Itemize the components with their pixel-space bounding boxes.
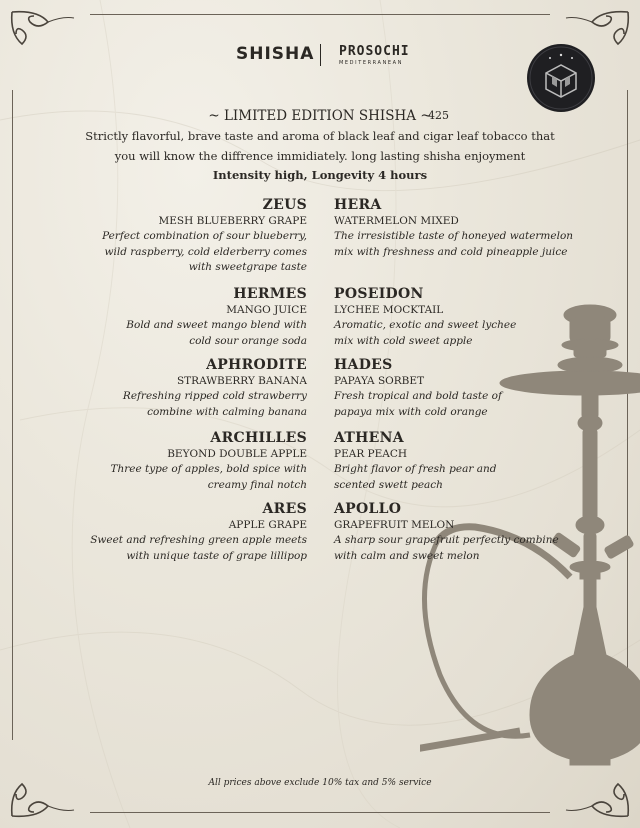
menu-price: 425 [428,109,449,122]
item-desc-line: combine with calming banana [147,405,307,418]
item-name: ARES [262,501,307,517]
item-desc-line: Three type of apples, bold spice with [110,463,307,475]
intensity-note: Intensity high, Longevity 4 hours [212,168,428,182]
brand-logo-icon [526,43,596,113]
menu-item-aphrodite [57,357,307,420]
item-desc-line: Perfect combination of sour blueberry, [102,230,307,242]
menu-item-athena [334,430,584,493]
intro-line-1: Strictly flavorful, brave taste and aroma of black leaf and cigar leaf tobacco that [85,129,555,143]
item-flavor: WATERMELON MIXED [334,215,459,227]
item-desc-line: scented swett peach [334,478,443,491]
item-flavor: LYCHEE MOCKTAIL [334,304,444,316]
price-footnote: All prices above exclude 10% tax and 5% service [208,778,432,788]
menu-item-poseidon [334,286,584,349]
item-desc-line: Bold and sweet mango blend with [126,319,307,331]
item-flavor: GRAPEFRUIT MELON [334,519,455,531]
menu-item-zeus [57,197,307,276]
menu-title: ~ LIMITED EDITION SHISHA ~ [208,108,432,124]
item-desc-line: mix with cold sweet apple [334,334,473,347]
item-flavor: PAPAYA SORBET [334,375,425,387]
brand-prosochi-subtitle: MEDITERRANEAN [339,60,404,66]
corner-ornament-top-left [8,8,78,58]
item-desc-line: The irresistible taste of honeyed watermelon [334,230,574,242]
item-desc-line: Aromatic, exotic and sweet lychee [334,319,517,331]
item-flavor: STRAWBERRY BANANA [176,375,307,387]
menu-item-apollo [334,501,594,564]
item-desc-line: wild raspberry, cold elderberry comes [104,245,307,258]
menu-item-ares [57,501,307,564]
item-name: ARCHILLES [210,430,307,446]
item-name: APOLLO [334,501,402,517]
intro-line-2: you will know the diffrence immidiately. long lasting shisha enjoyment [114,149,526,163]
brand-divider [320,44,321,66]
item-desc-line: papaya mix with cold orange [334,405,488,418]
item-name: APHRODITE [206,357,307,373]
item-desc-line: with calm and sweet melon [334,549,480,562]
item-name: ZEUS [262,197,307,213]
item-desc-line: Sweet and refreshing green apple meets [90,534,307,546]
menu-item-archilles [57,430,307,493]
menu-item-hermes [57,286,307,349]
item-flavor: BEYOND DOUBLE APPLE [167,448,307,460]
brand-prosochi: PROSOCHI [339,44,410,59]
item-desc-line: A sharp sour grapefruit perfectly combine [334,534,559,546]
item-name: HERMES [233,286,307,302]
item-flavor: MESH BLUEBERRY GRAPE [158,215,307,227]
item-desc-line: Bright flavor of fresh pear and [334,463,497,475]
frame-top [90,14,550,15]
item-flavor: PEAR PEACH [334,448,408,460]
item-name: ATHENA [334,430,404,446]
item-desc-line: with sweetgrape taste [188,261,307,273]
item-desc-line: mix with freshness and cold pineapple juice [334,245,568,258]
menu-item-hades [334,357,584,420]
item-desc-line: Fresh tropical and bold taste of [334,390,502,402]
item-desc-line: with unique taste of grape lillipop [126,549,307,562]
item-name: HERA [334,197,382,213]
item-desc-line: cold sour orange soda [189,334,307,347]
item-desc-line: creamy final notch [207,478,307,491]
item-flavor: APPLE GRAPE [228,519,307,531]
menu-item-hera [334,197,594,260]
item-name: POSEIDON [334,286,424,302]
brand-shisha: SHISHA [236,44,315,64]
item-desc-line: Refreshing ripped cold strawberry [122,390,307,402]
item-name: HADES [334,357,393,373]
item-flavor: MANGO JUICE [226,304,307,316]
frame-left [12,90,13,740]
